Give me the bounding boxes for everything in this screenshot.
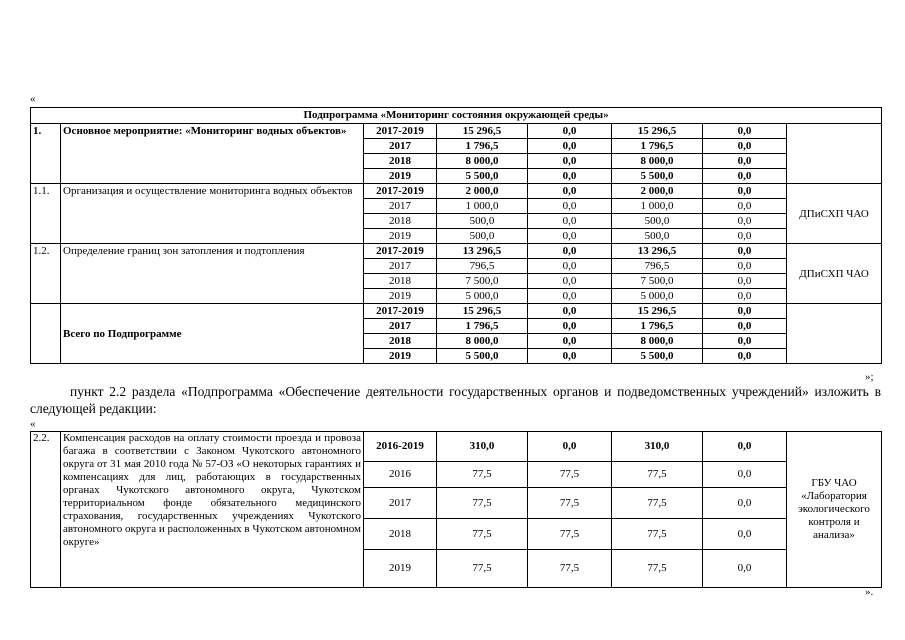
value-cell: 0,0 (528, 169, 612, 184)
value-cell: 77,5 (437, 550, 528, 588)
value-cell: 1 000,0 (612, 199, 703, 214)
value-cell: 77,5 (437, 519, 528, 550)
value-cell: 77,5 (612, 519, 703, 550)
value-cell: 500,0 (437, 229, 528, 244)
value-cell: 0,0 (703, 304, 787, 319)
value-cell: 13 296,5 (437, 244, 528, 259)
value-cell: 77,5 (612, 462, 703, 488)
value-cell: 13 296,5 (612, 244, 703, 259)
value-cell: 0,0 (528, 334, 612, 349)
value-cell: 0,0 (703, 289, 787, 304)
value-cell: 0,0 (528, 124, 612, 139)
value-cell: 2 000,0 (612, 184, 703, 199)
period-cell: 2019 (364, 349, 437, 364)
table-row (31, 304, 882, 319)
value-cell: 0,0 (528, 139, 612, 154)
value-cell: 0,0 (703, 124, 787, 139)
row-number (31, 304, 61, 364)
value-cell: 77,5 (528, 519, 612, 550)
value-cell: 0,0 (703, 274, 787, 289)
value-cell: 500,0 (612, 229, 703, 244)
value-cell: 0,0 (528, 432, 612, 462)
value-cell: 5 000,0 (612, 289, 703, 304)
value-cell: 310,0 (612, 432, 703, 462)
value-cell: 0,0 (703, 244, 787, 259)
value-cell: 310,0 (437, 432, 528, 462)
value-cell: 15 296,5 (437, 304, 528, 319)
value-cell: 0,0 (528, 274, 612, 289)
value-cell: 0,0 (528, 214, 612, 229)
executor-cell (787, 304, 882, 364)
value-cell: 77,5 (528, 488, 612, 519)
value-cell: 15 296,5 (437, 124, 528, 139)
period-cell: 2017 (364, 199, 437, 214)
value-cell: 0,0 (528, 199, 612, 214)
value-cell: 0,0 (703, 199, 787, 214)
value-cell: 15 296,5 (612, 304, 703, 319)
value-cell: 77,5 (528, 462, 612, 488)
subprogram-title: Подпрограмма «Мониторинг состояния окружающей среды» (31, 108, 882, 124)
period-cell: 2018 (364, 154, 437, 169)
value-cell: 0,0 (703, 334, 787, 349)
value-cell: 0,0 (703, 432, 787, 462)
value-cell: 0,0 (528, 319, 612, 334)
value-cell: 77,5 (437, 488, 528, 519)
value-cell: 796,5 (437, 259, 528, 274)
value-cell: 77,5 (528, 550, 612, 588)
value-cell: 77,5 (437, 462, 528, 488)
value-cell: 1 796,5 (437, 319, 528, 334)
period-cell: 2018 (364, 519, 437, 550)
value-cell: 0,0 (703, 519, 787, 550)
value-cell: 5 500,0 (612, 349, 703, 364)
period-cell: 2019 (364, 550, 437, 588)
period-cell: 2018 (364, 334, 437, 349)
value-cell: 0,0 (528, 304, 612, 319)
activity-name: Определение границ зон затопления и подтопления (61, 244, 364, 304)
value-cell: 0,0 (703, 154, 787, 169)
value-cell: 5 500,0 (437, 349, 528, 364)
value-cell: 0,0 (703, 319, 787, 334)
period-cell: 2018 (364, 214, 437, 229)
period-cell: 2019 (364, 169, 437, 184)
executor-cell: ДПиСХП ЧАО (787, 244, 882, 304)
period-cell: 2017 (364, 488, 437, 519)
table-header-row (31, 108, 882, 124)
value-cell: 77,5 (612, 488, 703, 519)
activity-name: Организация и осуществление мониторинга водных объектов (61, 184, 364, 244)
activity-name: Всего по Подпрограмме (61, 304, 364, 364)
value-cell: 1 796,5 (612, 139, 703, 154)
value-cell: 2 000,0 (437, 184, 528, 199)
value-cell: 0,0 (703, 462, 787, 488)
row-number: 2.2. (31, 432, 61, 588)
value-cell: 0,0 (703, 139, 787, 154)
period-cell: 2017 (364, 259, 437, 274)
value-cell: 8 000,0 (612, 334, 703, 349)
period-cell: 2016-2019 (364, 432, 437, 462)
period-cell: 2018 (364, 274, 437, 289)
value-cell: 0,0 (703, 349, 787, 364)
value-cell: 0,0 (528, 229, 612, 244)
subprogram-table (30, 107, 882, 364)
table-row (31, 124, 882, 139)
table-row (31, 244, 882, 259)
value-cell: 500,0 (437, 214, 528, 229)
value-cell: 5 000,0 (437, 289, 528, 304)
period-cell: 2017-2019 (364, 124, 437, 139)
period-cell: 2017 (364, 139, 437, 154)
executor-cell: ДПиСХП ЧАО (787, 184, 882, 244)
value-cell: 0,0 (703, 229, 787, 244)
item-2-2-table (30, 431, 882, 588)
period-cell: 2019 (364, 289, 437, 304)
value-cell: 0,0 (528, 349, 612, 364)
value-cell: 0,0 (528, 259, 612, 274)
value-cell: 0,0 (528, 184, 612, 199)
table-row (31, 432, 882, 462)
activity-name: Компенсация расходов на оплату стоимости проезда и провоза багажа в соответствии с Законом Чукотского автономного округа от 31 мая 2010 года № 57-ОЗ «О некоторых гарантиях и компенсациях для лиц, работающих в государственных органах Чукотского автономного округа, Чукотском территориальном фонде обязательного медицинского страхования, государственных учреждениях Чукотского автономного округа и расположенных в Чукотском автономном округе» (61, 432, 364, 588)
period-cell: 2017-2019 (364, 304, 437, 319)
value-cell: 1 000,0 (437, 199, 528, 214)
value-cell: 500,0 (612, 214, 703, 229)
value-cell: 0,0 (703, 550, 787, 588)
value-cell: 1 796,5 (612, 319, 703, 334)
row-number: 1.1. (31, 184, 61, 244)
value-cell: 8 000,0 (437, 154, 528, 169)
value-cell: 77,5 (612, 550, 703, 588)
close-quote: ». (865, 586, 874, 598)
open-quote: « (30, 93, 36, 105)
value-cell: 0,0 (528, 289, 612, 304)
value-cell: 7 500,0 (612, 274, 703, 289)
value-cell: 0,0 (703, 214, 787, 229)
value-cell: 1 796,5 (437, 139, 528, 154)
amendment-paragraph: пункт 2.2 раздела «Подпрограмма «Обеспечение деятельности государственных органов и подведомственных учреждений» изложить в следующей редакции: (30, 384, 881, 416)
close-quote: »; (865, 371, 874, 383)
open-quote: « (30, 418, 36, 430)
value-cell: 8 000,0 (612, 154, 703, 169)
activity-name: Основное мероприятие: «Мониторинг водных объектов» (61, 124, 364, 184)
period-cell: 2017-2019 (364, 244, 437, 259)
value-cell: 0,0 (528, 244, 612, 259)
value-cell: 7 500,0 (437, 274, 528, 289)
period-cell: 2017-2019 (364, 184, 437, 199)
period-cell: 2017 (364, 319, 437, 334)
row-number: 1.2. (31, 244, 61, 304)
period-cell: 2016 (364, 462, 437, 488)
executor-cell (787, 124, 882, 184)
value-cell: 15 296,5 (612, 124, 703, 139)
period-cell: 2019 (364, 229, 437, 244)
value-cell: 0,0 (703, 184, 787, 199)
value-cell: 5 500,0 (612, 169, 703, 184)
value-cell: 5 500,0 (437, 169, 528, 184)
value-cell: 0,0 (703, 259, 787, 274)
table-row (31, 184, 882, 199)
value-cell: 796,5 (612, 259, 703, 274)
value-cell: 0,0 (528, 154, 612, 169)
value-cell: 8 000,0 (437, 334, 528, 349)
row-number: 1. (31, 124, 61, 184)
value-cell: 0,0 (703, 488, 787, 519)
executor-cell: ГБУ ЧАО «Лаборатория экологического контроля и анализа» (787, 432, 882, 588)
value-cell: 0,0 (703, 169, 787, 184)
